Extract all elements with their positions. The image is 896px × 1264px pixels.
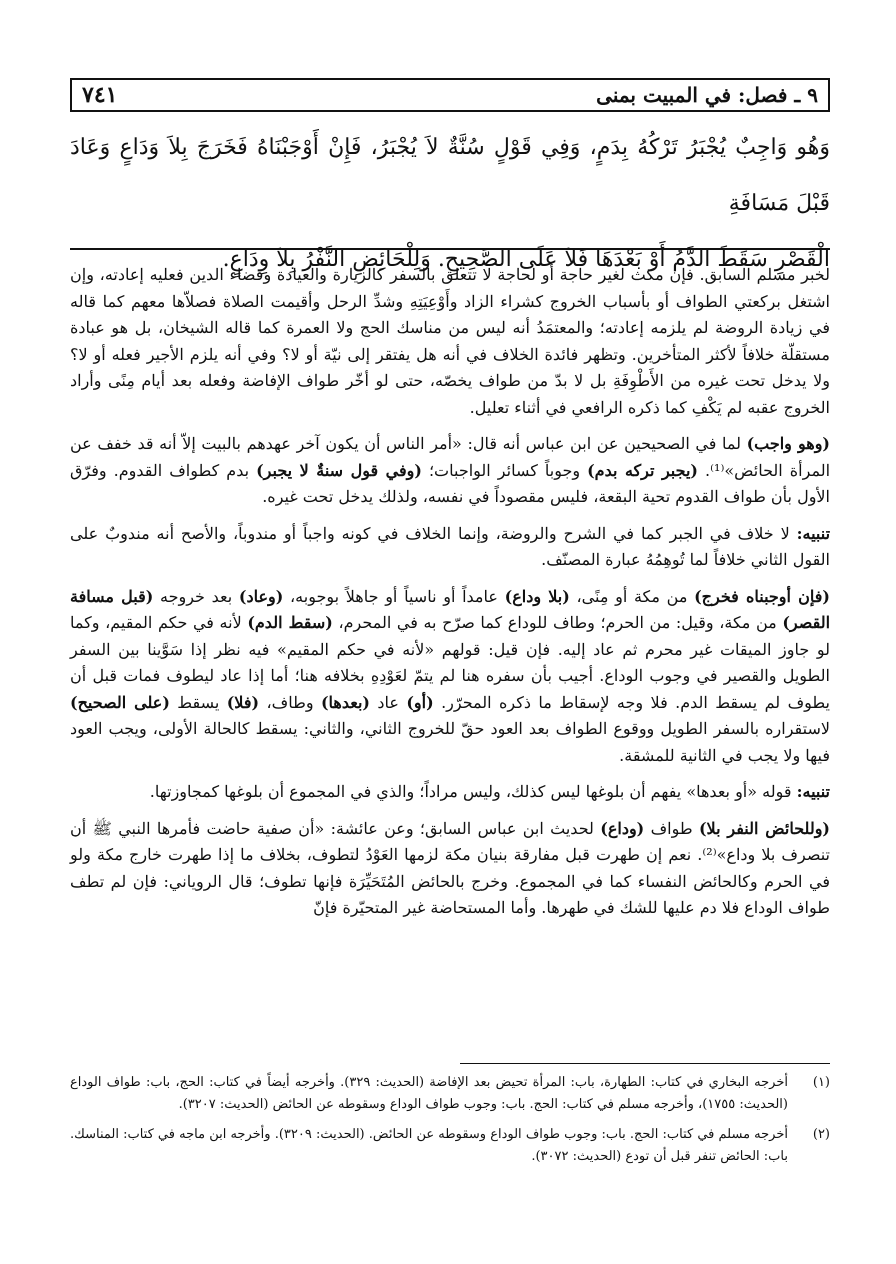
commentary-text: بعد خروجه [153,586,239,606]
chapter-title: ٩ ـ فصل: في المبيت بمنى [596,83,818,107]
commentary-text: وطاف، [259,692,321,712]
commentary-paragraph [70,431,830,511]
commentary-text: طواف [644,818,699,838]
matn-quote: (بعدها) [320,692,370,712]
commentary-text: قوله «أو بعدها» يفهم أن بلوغها ليس كذلك، وليس مراداً؛ والذي في المجموع أن بلوغها كمجاوزتها. [149,782,797,801]
commentary-text: لاستقراره بالسفر الطويل ووقوع الطواف بعد العود حقّ للخروج الثاني، والثاني: يسقط كالحالة الأولى، ويجب العود فيها ولا يجب في الثانية للمشقة. [70,719,830,765]
commentary-text: من مكة أو مِنًى، [569,586,695,606]
matn-quote: (سقط الدم) [247,613,333,632]
commentary-paragraph [70,262,830,421]
commentary-text: لما في الصحيحين عن ابن عباس أنه قال: «أمر الناس أن يكون آخر عهدهم بالبيت إلاّ أنه قد خفف عن المرأة الحائض»⁽¹⁾. [70,434,831,480]
commentary-text: يسقط [169,692,227,712]
matn-quote: (على الصحيح) [70,692,170,712]
commentary-paragraph [70,584,830,770]
commentary-text: لا خلاف في الجبر كما في الشرح والروضة، وإنما الخلاف في كونه واجباً أو مندوباً، والأصح أنه مندوبٌ على القول الثاني خلافاً لما تُوهِمُهُ عبارة المصنّف. [70,523,830,569]
commentary-text: لأنه في حكم المقيم، وكما لو جاوز الميقات غير محرم ثم عاد إليه. فإن قيل: قولهم «لأنه في حكم المقيم» فيه نظر إذا سَوَّينا بين السفر الطويل والقصير في وجوب الوداع. أجيب بأن سفره هنا لم يتمّ لعَوْدِهِ بخلافه هنا؛ أما إذا عاد ليطوف فمات قبل أن يطوف لم يسقط الدم. فلا وجه لإسقاط ما ذكره المحرّر. [70,613,831,712]
commentary-text: وجوباً كسائر الواجبات؛ [421,460,588,480]
note-label: تنبيه: [796,782,830,801]
commentary-text: من مكة، وقيل: من الحرم؛ وطاف للوداع كما صرّح به في المحرم، [332,613,783,632]
matn-quote: (فإن أوجبناه فخرج) [694,586,830,606]
commentary-paragraph [70,816,830,922]
footnote-divider [460,1063,830,1064]
matn-quote: (وللحائض النفر بلا) [698,818,830,838]
footnote [70,1124,830,1168]
main-text-line: وَهُو وَاجِبٌ يُجْبَرُ تَرْكُهُ بِدَمٍ، وَفِي قَوْلٍ سُنَّةٌ لاَ يُجْبَرُ، فَإِنْ أَوْجَبْنَاهُ فَخَرَجَ بِلاَ وَدَاعٍ وَعَادَ قَبْلَ مَسَافَةِ [70,135,830,216]
footnote-text: أخرجه مسلم في كتاب: الحج. باب: وجوب طواف الوداع وسقوطه عن الحائض. (الحديث: ٣٢٠٩). وأخرجه ابن ماجه في كتاب: المناسك. باب: الحائض تنفر قبل أن تودع (الحديث: ٣٠٧٢). [70,1127,788,1164]
page-number: ٧٤١ [82,82,118,108]
commentary-text: عامداً أو ناسياً أو جاهلاً بوجوبه، [283,586,505,606]
matn-quote: (قبل مسافة القصر) [70,586,831,632]
note-label: تنبيه: [796,523,831,543]
commentary-text: عاد [370,692,407,712]
commentary [70,262,830,932]
commentary-text: لحديث ابن عباس السابق؛ وعن عائشة: «أن صفية حاضت فأمرها النبي ﷺ أن تنصرف بلا وداع»⁽²⁾. نعم إن طهرت قبل مفارقة بنيان مكة لزمها العَوْدُ لتطوف، بخلاف ما إذا طهرت خارج مكة ولو في الحرم وكالحائض النفساء كما في المجموع. وخرج بالحائض المُتَحَيِّرَة فإنها تطوف؛ قال الروياني: فإن لم تطف طواف الوداع فلا دم عليها للشك في طهرها. وأما المستحاضة غير المتحيّرة فإنّ [70,818,831,917]
matn-quote: (أو) [406,692,434,712]
footnotes [70,1072,830,1176]
matn-quote: (بلا وداع) [504,586,570,606]
commentary-text: بدم كطواف القدوم. وفرّق الأول بأن طواف القدوم تحية البقعة، فليس مقصوداً في نفسه، ولذلك يدخل تحت غيره. [70,460,830,506]
commentary-text: لخبر مسلم السابق. فإن مكث لغير حاجة أو لحاجة لا تتعلق بالسفر كالزيارة والعيادة وقضاء الدين فعليه إعادته، وإن اشتغل بركعتي الطواف أو بأسباب الخروج كشراء الزاد وأَوْعِيَتِهِ وشدِّ الرحل وأقيمت الصلاة فصلاّها معهم كما قاله في زيادة الروضة لم يلزمه إعادته؛ والمعتمَدُ أنه ليس من مناسك الحج ولا العمرة كما قاله الشيخان، بل هو عبادة مستقلّة خلافاً لأكثر المتأخرين. وتظهر فائدة الخلاف في أنه هل يفتقر إلى نيّة أو لا؟ وفي أنه يلزم الأجير فعله أو لا؟ ولا يدخل تحت غيره من الأَطْوِفَةِ بل لا بدّ من طواف يخصّه، حتى لو أخّر طواف الإفاضة وفعله بعد أيام مِنًى وأراد الخروج عقبه لم يَكْفِ كما ذكره الرافعي في أثناء تعليل. [70,265,830,417]
running-header [70,78,830,112]
matn-quote: (وعاد) [238,586,284,606]
footnote-number: (١) [812,1075,830,1090]
matn-quote: (وهو واجب) [746,434,830,453]
footnote-text: أخرجه البخاري في كتاب: الطهارة، باب: المرأة تحيض بعد الإفاضة (الحديث: ٣٢٩). وأخرجه أيضاً في كتاب: الحج، باب: طواف الوداع (الحديث: ١٧٥٥)، وأخرجه مسلم في كتاب: الحج. باب: وجوب طواف الوداع وسقوطه عن الحائض (الحديث: ٣٢٠٧). [70,1075,788,1112]
commentary-paragraph [70,779,830,806]
matn-quote: (فلا) [226,692,260,712]
main-text-divider [70,248,830,250]
commentary-paragraph [70,521,830,574]
matn-quote: (يجبر تركه بدم) [587,460,698,480]
footnote-number: (٢) [812,1127,830,1142]
matn-quote: (وداع) [600,818,645,838]
matn-quote: (وفي قول سنةٌ لا يجبر) [256,460,422,480]
main-text-line: الْقَصْرِ سَقَطَ الدَّمُ أَوْ بَعْدَهَا فَلاَ عَلَى الصَّحِيحِ. وَلِلْحَائِضِ النَّفْرُ بِلاَ وِدَاعٍ. [222,247,830,272]
footnote [70,1072,830,1116]
